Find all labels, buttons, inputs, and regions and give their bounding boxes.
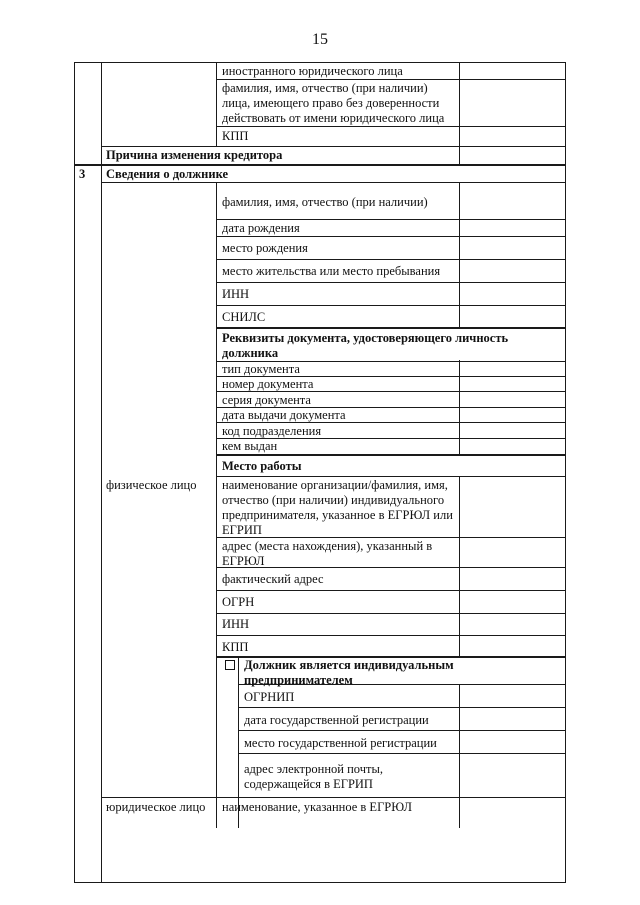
row-divider bbox=[216, 126, 566, 127]
row-divider bbox=[238, 730, 566, 731]
individual-category-label: физическое лицо bbox=[106, 478, 197, 492]
table-border-bottom bbox=[74, 882, 566, 883]
row-divider bbox=[216, 454, 566, 456]
row-divider bbox=[216, 236, 566, 237]
workplace-inn-label: ИНН bbox=[222, 617, 250, 631]
column-divider-value bbox=[459, 183, 460, 328]
kpp-label: КПП bbox=[222, 129, 249, 143]
column-divider-category bbox=[216, 62, 217, 146]
row-divider bbox=[216, 613, 566, 614]
authorized-person-name-label: фамилия, имя, отчество (при наличии) лица, имеющего право без доверенности действовать от имени юридического лица bbox=[222, 81, 445, 125]
column-divider-value bbox=[459, 684, 460, 828]
identity-document-heading: Реквизиты документа, удостоверяющего личность должника bbox=[222, 331, 509, 360]
row-divider bbox=[74, 164, 566, 166]
column-divider-number bbox=[101, 166, 102, 883]
workplace-address-label: адрес (места нахождения), указанный в ЕГРЮЛ bbox=[222, 539, 433, 568]
section-title: Сведения о должнике bbox=[106, 167, 229, 181]
table-border-right bbox=[565, 62, 566, 883]
row-divider bbox=[101, 182, 566, 183]
column-divider-category bbox=[216, 183, 217, 828]
full-name-label: фамилия, имя, отчество (при наличии) bbox=[222, 195, 428, 209]
section-number: 3 bbox=[79, 167, 86, 181]
creditor-change-reason-label: Причина изменения кредитора bbox=[106, 148, 283, 162]
division-code-label: код подразделения bbox=[222, 424, 322, 438]
issued-by-label: кем выдан bbox=[222, 439, 278, 453]
email-label: адрес электронной почты, содержащейся в ЕГРИП bbox=[244, 762, 383, 791]
workplace-kpp-label: КПП bbox=[222, 640, 249, 654]
workplace-org-name-label: наименование организации/фамилия, имя, отчество (при наличии) индивидуального предпринимателя, указанное в ЕГРЮЛ или ЕГРИП bbox=[222, 478, 453, 537]
table-border-left bbox=[74, 62, 75, 883]
document-series-label: серия документа bbox=[222, 393, 311, 407]
ogrnip-label: ОГРНИП bbox=[244, 690, 295, 704]
entrepreneur-checkbox[interactable] bbox=[225, 660, 235, 670]
row-divider bbox=[216, 282, 566, 283]
row-divider bbox=[216, 79, 566, 80]
row-divider bbox=[216, 305, 566, 306]
birth-date-label: дата рождения bbox=[222, 221, 300, 235]
row-divider bbox=[216, 635, 566, 636]
registration-date-label: дата государственной регистрации bbox=[244, 713, 429, 727]
birth-place-label: место рождения bbox=[222, 241, 308, 255]
row-divider bbox=[238, 753, 566, 754]
row-divider bbox=[216, 590, 566, 591]
snils-label: СНИЛС bbox=[222, 310, 266, 324]
entrepreneur-checkbox-label: Должник является индивидуальным предпринимателем bbox=[244, 658, 454, 687]
row-divider bbox=[216, 219, 566, 220]
workplace-ogrn-label: ОГРН bbox=[222, 595, 255, 609]
document-issue-date-label: дата выдачи документа bbox=[222, 408, 346, 422]
column-divider-number bbox=[101, 62, 102, 165]
row-divider bbox=[216, 476, 566, 477]
legal-entity-name-label: наименование, указанное в ЕГРЮЛ bbox=[222, 800, 412, 814]
legal-entity-category-label: юридическое лицо bbox=[106, 800, 206, 814]
column-divider-value bbox=[459, 62, 460, 165]
registration-place-label: место государственной регистрации bbox=[244, 736, 437, 750]
row-divider bbox=[74, 62, 566, 63]
document-type-label: тип документа bbox=[222, 362, 300, 376]
page-number: 15 bbox=[312, 31, 328, 48]
foreign-entity-label: иностранного юридического лица bbox=[222, 64, 403, 78]
row-divider bbox=[101, 146, 566, 147]
row-divider bbox=[216, 327, 566, 329]
workplace-actual-address-label: фактический адрес bbox=[222, 572, 324, 586]
row-divider bbox=[101, 797, 566, 798]
row-divider bbox=[216, 259, 566, 260]
column-divider-value bbox=[459, 476, 460, 656]
inn-label: ИНН bbox=[222, 287, 250, 301]
row-divider bbox=[238, 707, 566, 708]
residence-label: место жительства или место пребывания bbox=[222, 264, 441, 278]
document-number-label: номер документа bbox=[222, 377, 314, 391]
workplace-heading: Место работы bbox=[222, 459, 302, 473]
